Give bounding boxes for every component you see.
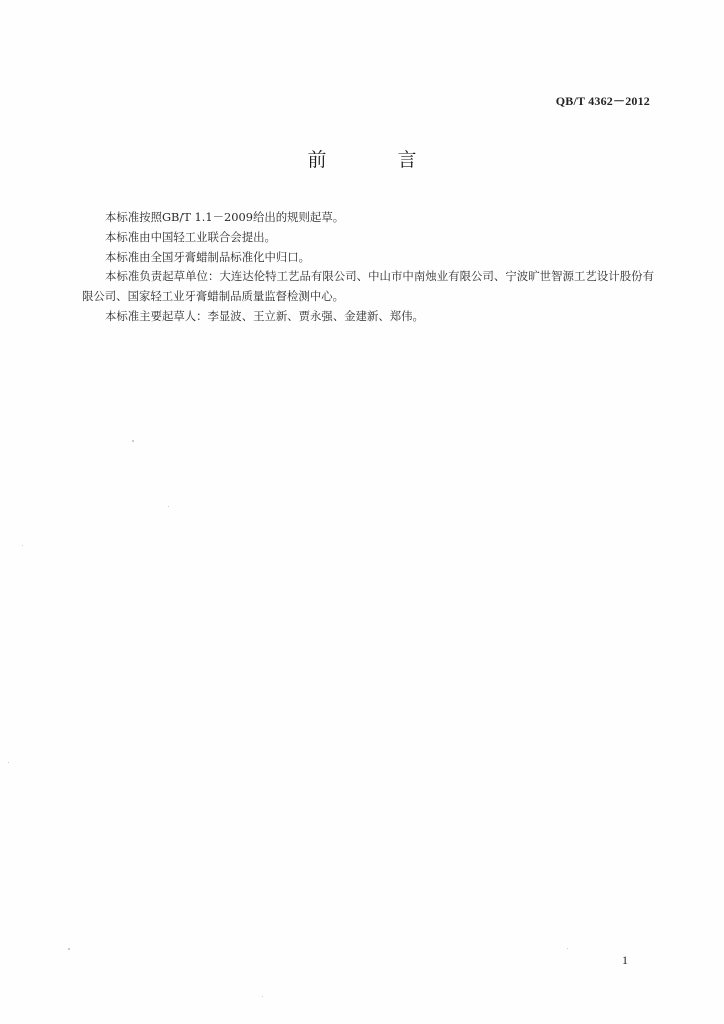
scan-speck bbox=[68, 948, 70, 950]
scan-speck bbox=[8, 762, 9, 763]
paragraph-drafters: 本标准主要起草人：李显波、王立新、贾永强、金建新、郑伟。 bbox=[105, 308, 424, 323]
page-title: 前 言 bbox=[307, 149, 443, 171]
scan-speck bbox=[132, 440, 134, 442]
scan-speck bbox=[567, 948, 568, 949]
scan-speck bbox=[22, 545, 23, 546]
paragraph-centralized-management: 本标准由全国牙膏蜡制品标准化中归口。 bbox=[105, 249, 311, 264]
scan-speck bbox=[168, 506, 169, 507]
paragraph-drafting-rules: 本标准按照GB/T 1.1－2009给出的规则起草。 bbox=[105, 210, 345, 224]
foreword-body bbox=[82, 208, 654, 327]
scan-speck bbox=[262, 996, 263, 997]
standard-code: QB/T 4362－2012 bbox=[555, 94, 650, 108]
paragraph-drafting-units: 本标准负责起草单位：大连达伦特工艺品有限公司、中山市中南烛业有限公司、宁波旷世智源工艺设计股份有限公司、国家轻工业牙膏蜡制品质量监督检测中心。 bbox=[82, 269, 654, 304]
paragraph-proposer: 本标准由中国轻工业联合会提出。 bbox=[105, 229, 276, 244]
page-number: 1 bbox=[622, 953, 628, 967]
